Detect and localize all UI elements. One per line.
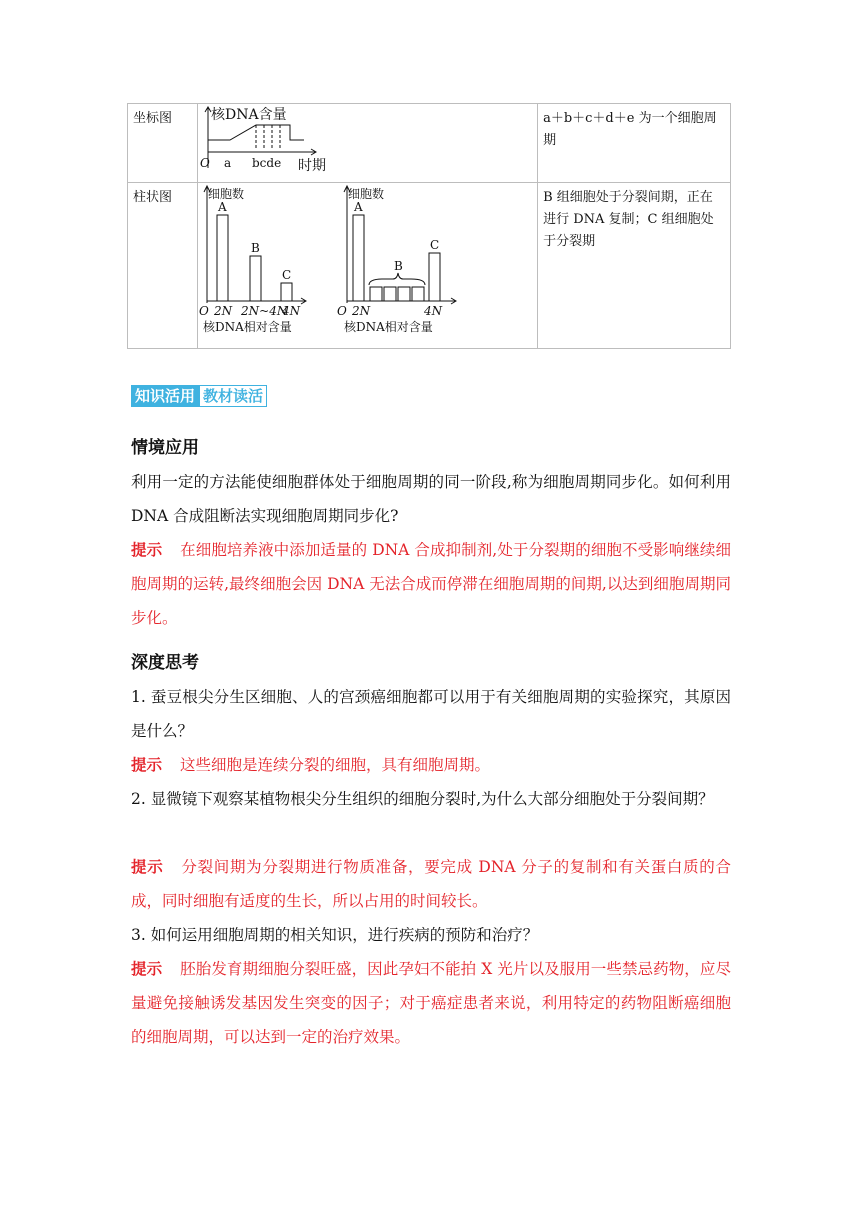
- chart2-bar-c: [429, 253, 440, 301]
- hint-3-text: 胚胎发育期细胞分裂旺盛，因此孕妇不能拍 X 光片以及服用一些禁忌药物，应尽量避免接触诱发基因发生突变的因子；对于癌症患者来说，利用特定的药物阻断癌细胞的细胞周期，可以达到一定的治疗效果。: [131, 960, 731, 1046]
- coordinate-chart: [198, 104, 534, 174]
- chart2-bar-a: [353, 215, 364, 301]
- badge-left: 知识活用: [131, 385, 199, 407]
- chart1-tick-2n4n: 2N~4N: [240, 304, 288, 318]
- chart1-x-label: 核DNA相对含量: [202, 320, 292, 334]
- chart1-tick-2n: 2N: [213, 304, 232, 318]
- chart2-label-b: B: [393, 259, 403, 273]
- deep-heading: 深度思考: [131, 653, 199, 673]
- tick-a: a: [223, 156, 231, 170]
- chart1-label-c: C: [281, 268, 291, 282]
- y-axis-label: 核DNA含量: [210, 107, 287, 123]
- row-label-bar: 柱状图: [128, 183, 198, 349]
- hint-2-text: 分裂间期为分裂期进行物质准备，要完成 DNA 分子的复制和有关蛋白质的合成，同时细胞有适度的生长，所以占用的时间较长。: [131, 858, 731, 910]
- origin-label: O: [199, 156, 210, 170]
- chart1-origin: O: [198, 304, 209, 318]
- coordinate-description: a＋b＋c＋d＋e 为一个细胞周期: [538, 104, 731, 183]
- bar-chart-1: [199, 186, 306, 334]
- bar-charts-cell: [197, 183, 537, 349]
- hint-1-text: 这些细胞是连续分裂的细胞，具有细胞周期。: [180, 756, 491, 774]
- chart1-label-b: B: [250, 241, 260, 255]
- chart2-label-a: A: [353, 200, 363, 214]
- chart1-bar-a: [217, 215, 228, 301]
- question-2: 2. 显微镜下观察某植物根尖分生组织的细胞分裂时,为什么大部分细胞处于分裂间期？: [131, 790, 714, 808]
- hint-2-label: 提示: [131, 857, 164, 876]
- summary-table: [127, 103, 731, 349]
- hint-label: 提示: [131, 540, 163, 559]
- chart1-y-label: 细胞数: [207, 187, 244, 201]
- badge-right: 教材读活: [199, 385, 267, 407]
- chart2-tick-2n: 2N: [351, 304, 370, 318]
- chart2-tick-4n: 4N: [423, 304, 442, 318]
- chart2-x-label: 核DNA相对含量: [343, 320, 433, 334]
- row-label-coordinate: 坐标图: [128, 104, 198, 183]
- chart1-bar-b: [250, 256, 261, 301]
- chart1-tick-4n: 4N: [281, 304, 300, 318]
- hint-1-label: 提示: [131, 755, 163, 774]
- question-1: 1. 蚕豆根尖分生区细胞、人的宫颈癌细胞都可以用于有关细胞周期的实验探究，其原因是什么？: [131, 688, 731, 740]
- scenario-heading: 情境应用: [131, 438, 199, 458]
- chart1-label-a: A: [217, 200, 227, 214]
- chart2-bar-b2: [384, 287, 396, 301]
- chart2-y-label: 细胞数: [347, 187, 384, 201]
- section-badge: [131, 385, 267, 407]
- hint-text: 在细胞培养液中添加适量的 DNA 合成抑制剂,处于分裂期的细胞不受影响继续细胞周期的运转,最终细胞会因 DNA 无法合成而停滞在细胞周期的间期,以达到细胞周期同步化。: [131, 541, 731, 627]
- hint-2: [131, 850, 731, 918]
- chart2-origin: O: [336, 304, 347, 318]
- bar-description: B 组细胞处于分裂间期，正在进行 DNA 复制；C 组细胞处于分裂期: [538, 183, 731, 349]
- chart1-bar-c: [281, 283, 292, 301]
- coordinate-chart-cell: [197, 104, 537, 183]
- hint-1: [131, 748, 731, 782]
- chart2-bar-b3: [398, 287, 410, 301]
- x-axis-label: 时期: [297, 158, 326, 174]
- chart2-label-c: C: [429, 238, 439, 252]
- scenario-question: 利用一定的方法能使细胞群体处于细胞周期的同一阶段,称为细胞周期同步化。如何利用 DNA 合成阻断法实现细胞周期同步化?: [131, 473, 731, 525]
- scenario-hint: [131, 533, 731, 635]
- question-3: 3. 如何运用细胞周期的相关知识，进行疾病的预防和治疗？: [131, 926, 539, 944]
- bar-chart-2: [337, 186, 456, 334]
- chart2-bar-b4: [412, 287, 424, 301]
- bar-charts: [198, 183, 534, 340]
- hint-3-label: 提示: [131, 959, 163, 978]
- tick-bcde: bcde: [251, 156, 281, 170]
- chart2-bar-b1: [370, 287, 382, 301]
- hint-3: [131, 952, 731, 1054]
- chart2-brace: [369, 273, 425, 285]
